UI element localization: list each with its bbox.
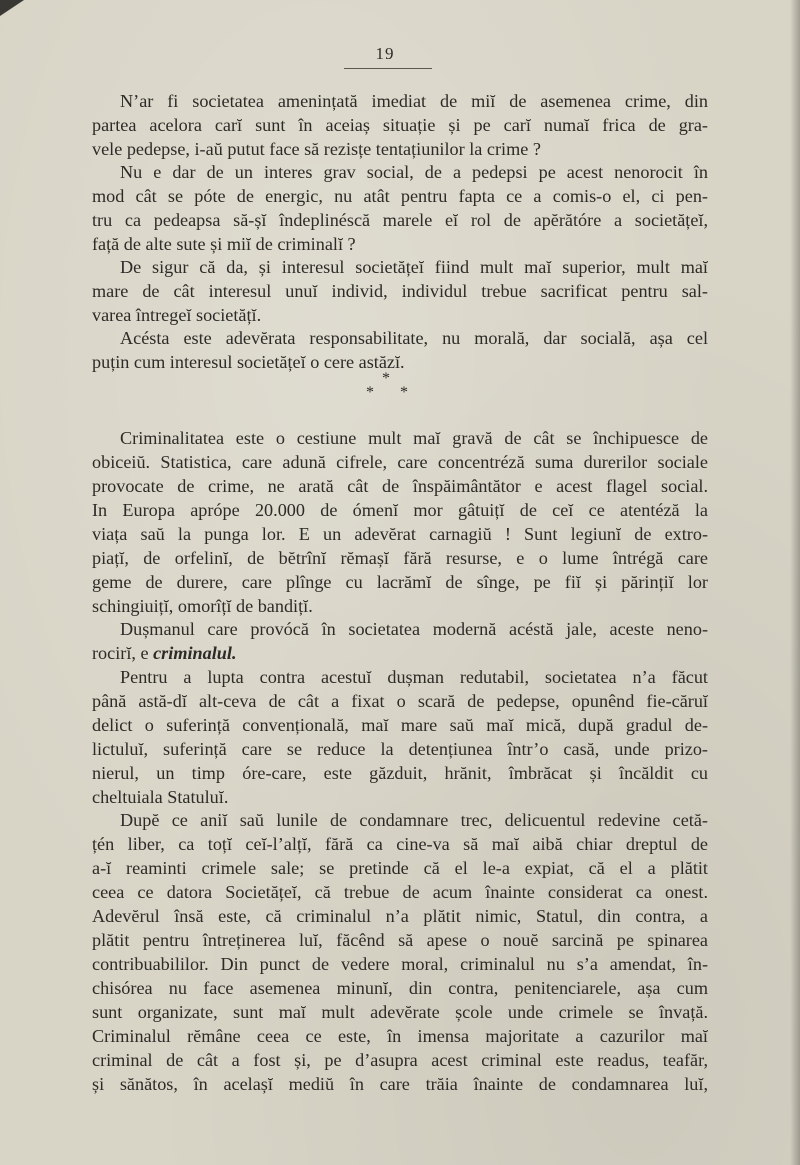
text-line: mod cât se póte de energic, nu atât pentru fapta ce a comis-o el, ci pen- bbox=[92, 186, 708, 206]
text-line: geme de durere, care plînge cu lacrămĭ de sînge, pe fiĭ și părințiĭ lor bbox=[92, 572, 708, 592]
text-line: plătit pentru întreținerea luĭ, făcênd să apese o nouĕ sarcină pe spinarea bbox=[92, 930, 708, 950]
text-line: puțin cum interesul societățeĭ o cere astăzĭ. bbox=[92, 352, 405, 372]
text-line: Dușmanul care provócă în societatea modernă acéstă jale, aceste neno- bbox=[120, 619, 708, 639]
text-line: țén liber, ca toțĭ ceĭ-l’alțĭ, fără ca cine-va să maĭ aibă chiar dreptul de bbox=[92, 834, 708, 854]
text-line: ceea ce datora Societățeĭ, că trebue de acum înainte considerat ca onest. bbox=[92, 882, 708, 902]
text-line: schingiuițĭ, omorîțĭ de bandițĭ. bbox=[92, 596, 313, 616]
text-line: Criminalul rĕmâne ceea ce este, în imensa majoritate a cazurilor maĭ bbox=[92, 1026, 708, 1046]
text-line: nierul, un timp óre-care, este găzduit, hrănit, îmbrăcat și încăldit cu bbox=[92, 763, 708, 783]
text-line: tru ca pedeapsa să-șĭ îndeplinéscă marele eĭ rol de apĕrătóre a societățeĭ, bbox=[92, 210, 708, 230]
text-line: N’ar fi societatea amenințată imediat de miĭ de asemenea crime, din bbox=[120, 91, 708, 111]
text-line: viața saŭ la punga lor. E un adevĕrat carnagiŭ ! Sunt legiunĭ de extro- bbox=[92, 524, 708, 544]
text-line bbox=[92, 641, 708, 665]
header-rule bbox=[344, 68, 432, 69]
text-line: partea acelora carĭ sunt în aceiaș situație și pe carĭ numaĭ frica de gra- bbox=[92, 115, 708, 135]
text-line: Nu e dar de un interes grav social, de a pedepsi pe acest nenorocit în bbox=[120, 162, 708, 182]
text-line: față de alte sute și miĭ de criminalĭ ? bbox=[92, 234, 356, 254]
text-line: contribuabililor. Din punct de vedere moral, criminalul nu s’a amendat, în- bbox=[92, 954, 708, 974]
text-line: varea întregeĭ societățĭ. bbox=[92, 305, 262, 325]
text-line: Dupĕ ce aniĭ saŭ lunile de condamnare trec, delicuentul redevine cetă- bbox=[120, 810, 708, 830]
emphasized-term: criminalul. bbox=[153, 643, 237, 663]
text-line: a-ĭ reaminti crimele sale; se pretinde că el le-a expiat, că el a plătit bbox=[92, 858, 708, 878]
separator-star: * bbox=[400, 384, 408, 401]
text-line: Adevĕrul însă este, că criminalul n’a plătit nimic, Statul, din contra, a bbox=[92, 906, 708, 926]
corner-scan-mark bbox=[0, 0, 24, 16]
text-line: criminal de cât a fost și, pe d’asupra acest criminal este readus, teafăr, bbox=[92, 1050, 708, 1070]
text-line: și sănătos, în acelașĭ mediŭ în care trăia înainte de condamnarea luĭ, bbox=[92, 1074, 708, 1094]
text-line: provocate de crime, ne arată cât de înspăimântător e acest flagel social. bbox=[92, 476, 708, 496]
page-number: 19 bbox=[375, 44, 395, 63]
text-line: până astă-dĭ alt-ceva de cât a fixat o scară de pedepse, opunênd fie-căruĭ bbox=[92, 691, 708, 711]
separator-star: * bbox=[382, 370, 390, 387]
text-line: obiceiŭ. Statistica, care adună cifrele, care concentréză suma durerilor sociale bbox=[92, 452, 708, 472]
text-line: Acésta este adevĕrata responsabilitate, nu morală, dar socială, așa cel bbox=[120, 328, 708, 348]
text-line: Criminalitatea este o cestiune mult maĭ gravă de cât se închipuesce de bbox=[120, 428, 708, 448]
text-line: sunt organizate, sunt maĭ mult adevĕrate școle unde crimele se învață. bbox=[92, 1002, 708, 1022]
text-line: Pentru a lupta contra acestuĭ dușman redutabil, societatea n’a făcut bbox=[120, 667, 708, 687]
text-line: delict o suferință convențională, maĭ mare saŭ maĭ mică, după gradul de- bbox=[92, 715, 708, 735]
text-line: cheltuiala Statuluĭ. bbox=[92, 787, 229, 807]
text-line: chisórea nu face asemenea minunĭ, din contra, penitenciarele, așa cum bbox=[92, 978, 708, 998]
text-line: lictuluĭ, suferință care se reduce la detențiunea într’o casă, unde prizo- bbox=[92, 739, 708, 759]
page-edge-shadow bbox=[790, 0, 800, 1165]
text-fragment: rocirĭ, e bbox=[92, 643, 154, 663]
text-line: In Europa aprópe 20.000 de ómenĭ mor gâtuițĭ de ceĭ ce atentéză la bbox=[92, 500, 708, 520]
separator-star: * bbox=[366, 384, 374, 401]
text-line: piațĭ, de orfelinĭ, de bĕtrînĭ rĕmașĭ fără resurse, e o lume întrégă care bbox=[92, 548, 708, 568]
text-line: mare de cât interesul unuĭ individ, individul trebue sacrificat pentru sal- bbox=[92, 281, 708, 301]
text-line: De sigur că da, și interesul societățeĭ fiind mult maĭ superior, mult maĭ bbox=[120, 257, 708, 277]
text-line: vele pedepse, i-aŭ putut face să rezisțe tentațiunilor la crime ? bbox=[92, 139, 541, 159]
